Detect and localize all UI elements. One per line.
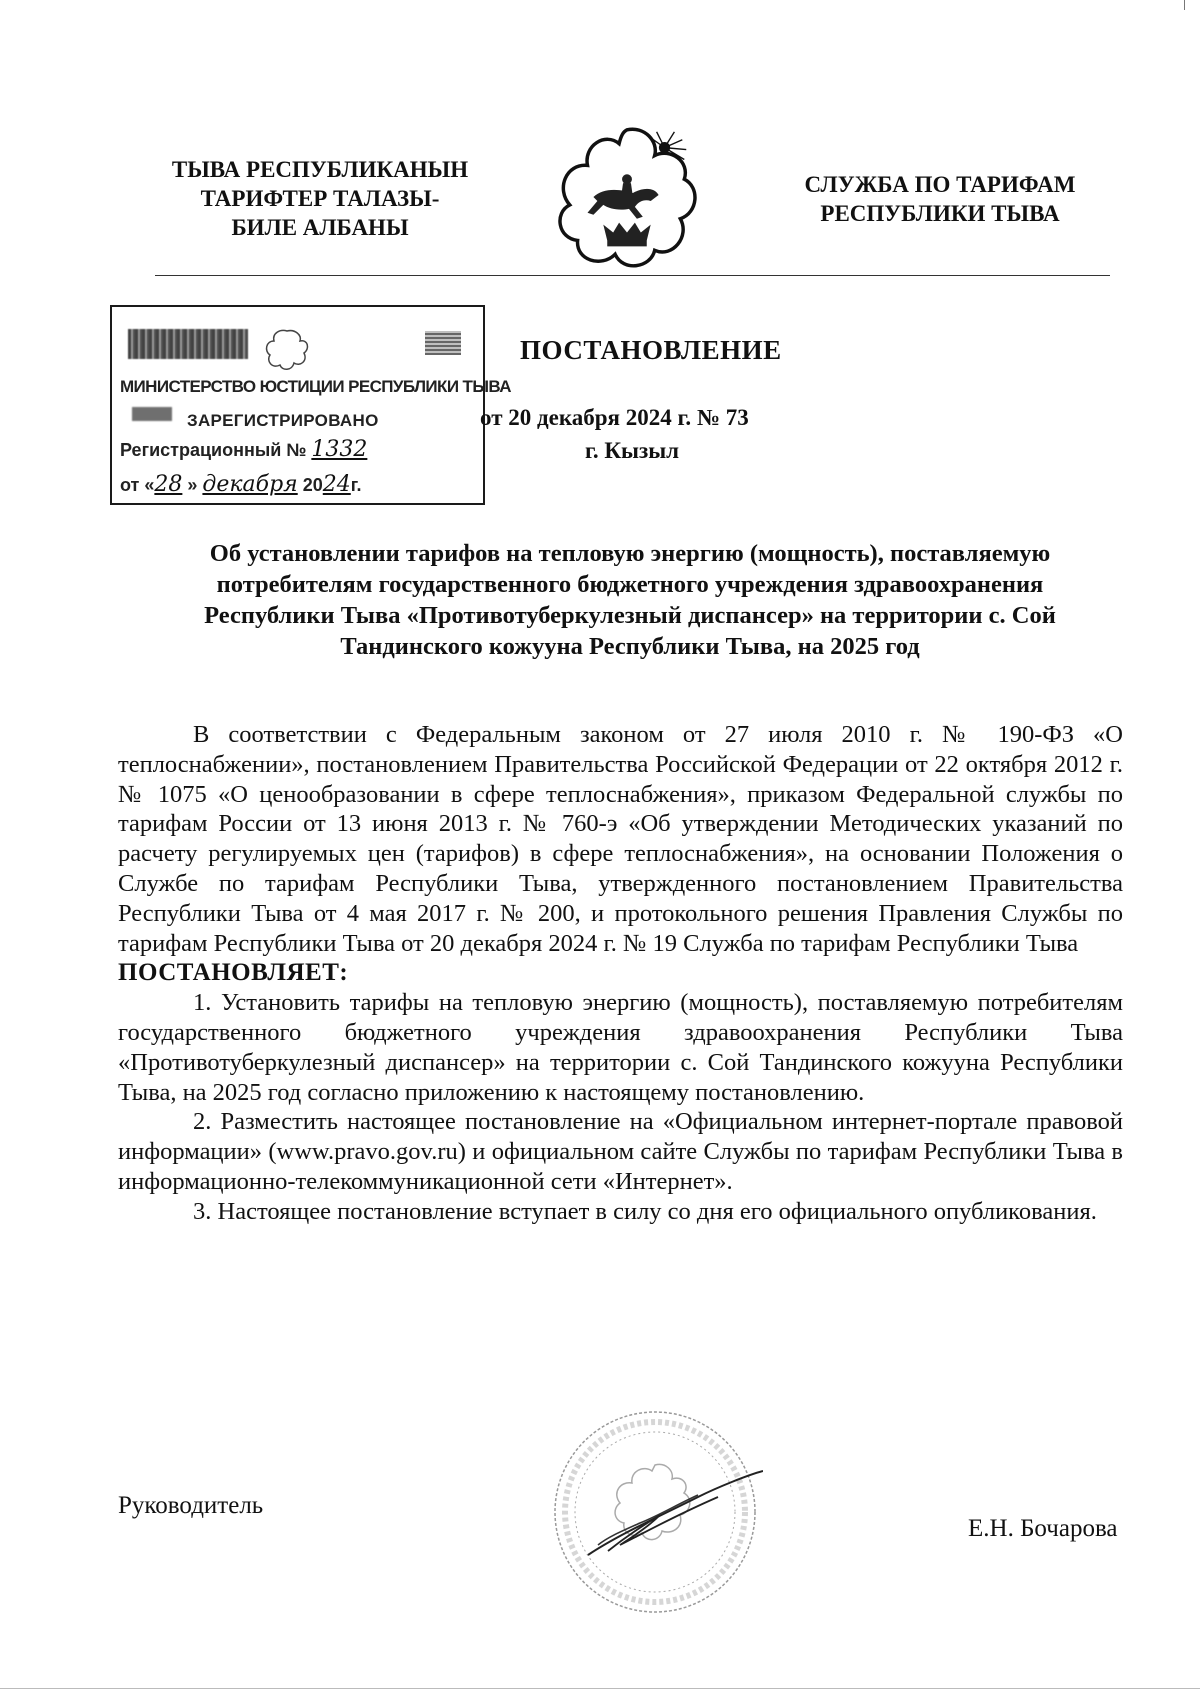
official-seal-icon xyxy=(548,1405,763,1620)
stamp-date-sep: » xyxy=(187,475,198,495)
stamp-mark xyxy=(425,331,461,355)
coat-of-arms-emblem-icon xyxy=(548,118,706,276)
stamp-reg-number-row xyxy=(120,437,367,462)
stamp-date-year-prefix: 20 xyxy=(302,475,323,495)
subject-line: потребителям государственного бюджетного учреждения здравоохранения xyxy=(216,571,1044,598)
header-left-line: ТАРИФТЕР ТАЛАЗЫ- xyxy=(200,186,440,211)
scan-edge-line xyxy=(0,1688,1200,1689)
document-date-number: от 20 декабря 2024 г. № 73 xyxy=(480,405,749,430)
header-right-line: СЛУЖБА ПО ТАРИФАМ xyxy=(804,172,1076,197)
stamp-date-year: 24 xyxy=(322,472,351,497)
stamp-status: ЗАРЕГИСТРИРОВАНО xyxy=(187,411,379,430)
stamp-reg-label: Регистрационный № xyxy=(120,440,307,460)
stamp-date-suffix: г. xyxy=(350,475,362,495)
document-subject xyxy=(130,538,1130,662)
decree-item: 2. Разместить настоящее постановление на «Официальном интернет-портале правовой информации» (www.pravo.gov.ru) и официальном сайте Службы по тарифам Республики Тыва в информационно-телекоммуникационной сети «Интернет». xyxy=(118,1108,1123,1195)
header-left-line: ТЫВА РЕСПУБЛИКАНЫН xyxy=(171,157,469,182)
header-left-line: БИЛЕ АЛБАНЫ xyxy=(231,215,409,240)
stamp-date-month: декабря xyxy=(202,472,298,497)
signature-name: Е.Н. Бочарова xyxy=(968,1515,1118,1542)
stamp-emblem-icon xyxy=(262,327,312,372)
subject-line: Республики Тыва «Противотуберкулезный диспансер» на территории с. Сой xyxy=(204,602,1056,629)
document-type: ПОСТАНОВЛЕНИЕ xyxy=(520,335,782,365)
decree-heading: ПОСТАНОВЛЯЕТ: xyxy=(118,959,349,987)
stamp-date-prefix: от « xyxy=(120,475,155,495)
header-divider xyxy=(155,275,1110,276)
subject-line: Тандинского кожууна Республики Тыва, на 2025 год xyxy=(340,633,920,660)
signature-role: Руководитель xyxy=(118,1492,264,1519)
stamp-date-day: 28 xyxy=(154,472,183,497)
stamp-blot xyxy=(132,407,172,421)
decree-item: 3. Настоящее постановление вступает в силу со дня его официального опубликования. xyxy=(193,1197,1097,1225)
preamble-paragraph: В соответствии с Федеральным законом от 27 июля 2010 г. № 190-ФЗ «О теплоснабжении», постановлением Правительства Российской Федерации от 22 октября 2012 г. № 1075 «О ценообразовании в сфере теплоснабжения», приказом Федеральной службы по тарифам России от 13 июня 2013 г. № 760-э «Об утверждении Методических указаний по расчету регулируемых цен (тарифов) в сфере теплоснабжения», на основании Положения о Службе по тарифам Республики Тыва, утвержденного постановлением Правительства Республики Тыва от 4 мая 2017 г. № 200, и протокольного решения Правления Службы по тарифам Республики Тыва от 20 декабря 2024 г. № 19 Служба по тарифам Республики Тыва xyxy=(118,721,1123,957)
header-right-title xyxy=(790,170,1090,228)
subject-line: Об установлении тарифов на тепловую энергию (мощность), поставляемую xyxy=(209,540,1051,567)
stamp-date-row xyxy=(120,472,361,497)
decree-item: 1. Установить тарифы на тепловую энергию (мощность), поставляемую потребителям государственного бюджетного учреждения здравоохранения Республики Тыва «Противотуберкулезный диспансер» на территории с. Сой Тандинского кожууна Республики Тыва, на 2025 год согласно приложению к настоящему постановлению. xyxy=(118,989,1123,1106)
document-body xyxy=(118,720,1123,1227)
document-city: г. Кызыл xyxy=(585,438,680,463)
header-left-title xyxy=(150,155,490,242)
scan-edge-mark xyxy=(1184,0,1185,10)
registration-stamp xyxy=(110,305,511,505)
stamp-blot xyxy=(128,329,248,359)
stamp-ministry: МИНИСТЕРСТВО ЮСТИЦИИ РЕСПУБЛИКИ ТЫВА xyxy=(120,377,511,396)
header-right-line: РЕСПУБЛИКИ ТЫВА xyxy=(820,201,1060,226)
stamp-reg-number: 1332 xyxy=(311,437,368,462)
